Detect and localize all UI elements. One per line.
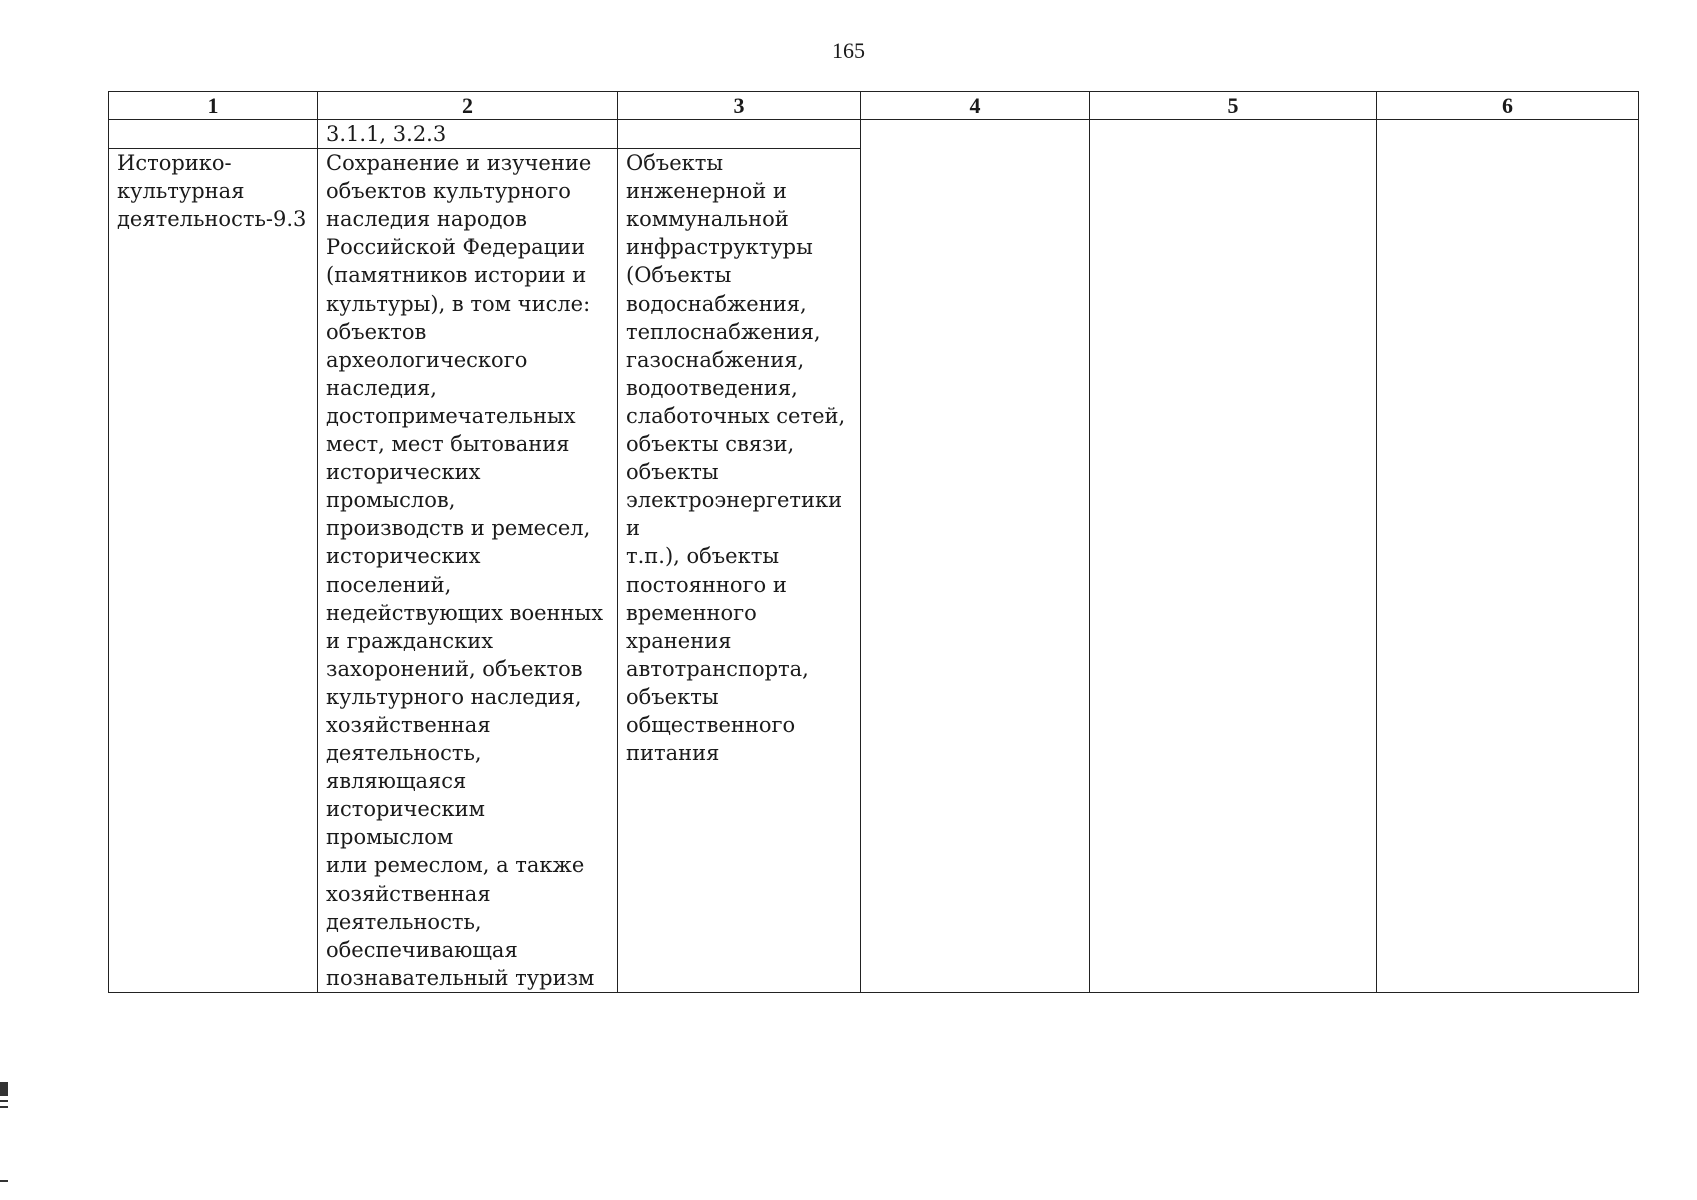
land-use-table: [108, 91, 1639, 993]
header-col-4: 4: [861, 92, 1090, 120]
scan-margin-mark: [0, 1082, 8, 1096]
merged-cell-4: [861, 120, 1090, 993]
continuation-cell-2: [318, 120, 618, 149]
scan-margin-mark: [0, 1100, 8, 1102]
activity-type-text: Историко- культурная деятельность-9.3: [117, 151, 307, 232]
scan-margin-mark: [0, 1106, 8, 1108]
merged-cell-6: [1377, 120, 1639, 993]
activity-description-text: Сохранение и изучение объектов культурного наследия народов Российской Федерации (памятников истории и культуры), в том числе: объектов археологического наследия, достопримечательных мест, мест бытования исторических промыслов, производств и ремесел, исторических поселений, недействующих военных и гражданских захоронений, объектов культурного наследия, хозяйственная деятельность, являющаяся историческим промыслом или ремеслом, а также хозяйственная деятельность, обеспечивающая познавательный туризм: [326, 151, 604, 990]
header-col-3: 3: [618, 92, 861, 120]
continuation-cell-3: [618, 120, 861, 149]
permitted-objects-text: Объекты инженерной и коммунальной инфраструктуры (Объекты водоснабжения, теплоснабжения, газоснабжения, водоотведения, слаботочных сетей, объекты связи, объекты электроэнергетики и т.п.), объекты постоянного и временного хранения автотранспорта, объекты общественного питания: [626, 151, 846, 766]
continuation-cell-1: [109, 120, 318, 149]
scan-margin-mark: [0, 1180, 8, 1182]
merged-cell-5: [1090, 120, 1377, 993]
header-col-5: 5: [1090, 92, 1377, 120]
continuation-text-2: 3.1.1, 3.2.3: [326, 122, 447, 146]
activity-description-cell: [318, 149, 618, 993]
table-row-continuation: [109, 120, 1639, 149]
header-col-6: 6: [1377, 92, 1639, 120]
header-col-1: 1: [109, 92, 318, 120]
permitted-objects-cell: [618, 149, 861, 993]
table-header-row: [109, 92, 1639, 120]
page-number: 165: [832, 38, 865, 63]
activity-type-cell: [109, 149, 318, 993]
header-col-2: 2: [318, 92, 618, 120]
